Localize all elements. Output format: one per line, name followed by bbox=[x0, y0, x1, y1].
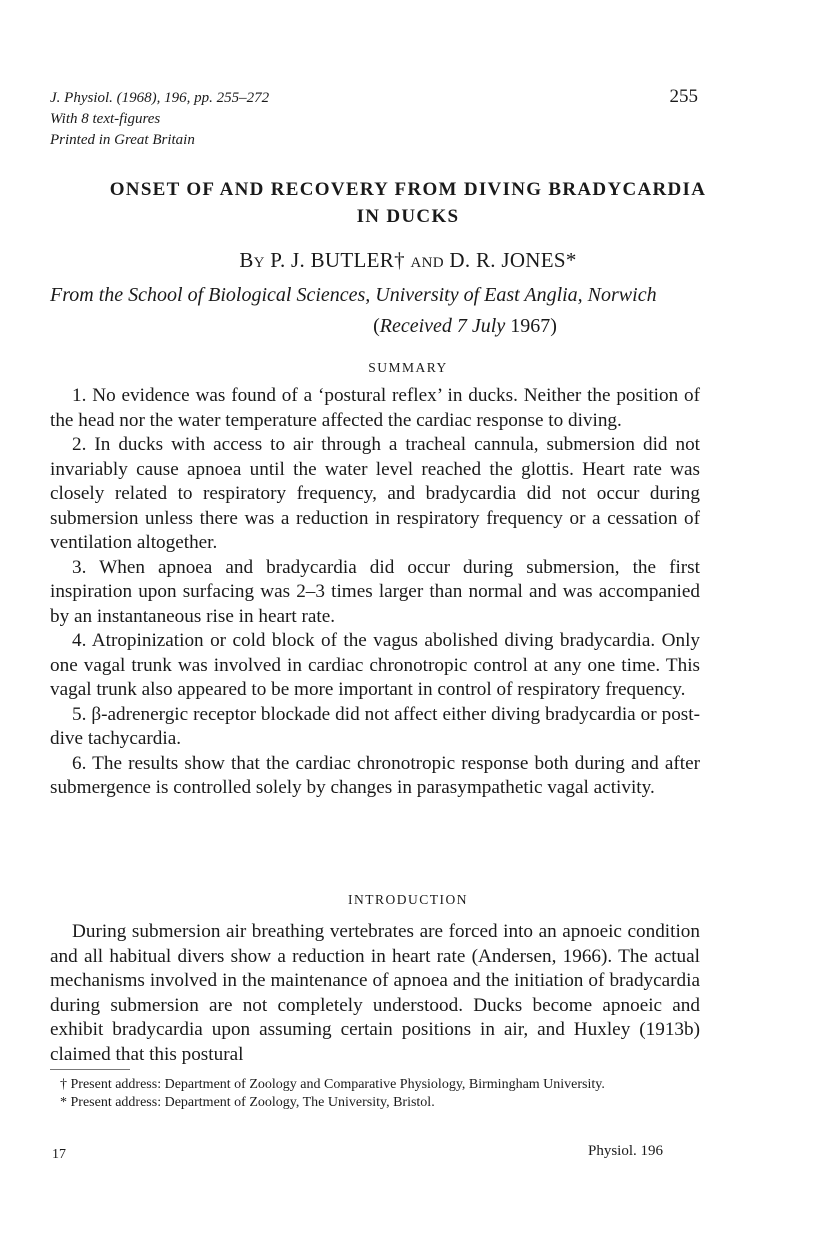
received-open: ( bbox=[373, 315, 380, 337]
journal-citation bbox=[50, 88, 269, 151]
footnotes bbox=[50, 1076, 702, 1112]
citation-line: J. Physiol. (1968), 196, pp. 255–272 bbox=[50, 90, 270, 106]
received-label: Received 7 July bbox=[379, 315, 506, 337]
title-line-2: IN DUCKS bbox=[356, 206, 460, 227]
affiliation-block bbox=[50, 280, 700, 342]
footnote-rule bbox=[50, 1069, 130, 1070]
summary-item: 6. The results show that the cardiac chronotropic response both during and after submergence is controlled solely by changes in parasympathetic vagal activity. bbox=[50, 752, 700, 798]
summary-item: 4. Atropinization or cold block of the vagus abolished diving bradycardia. Only one vagal trunk was involved in cardiac chronotropic control at any one time. This vagal trunk also appeared to be more important in control of respiratory frequency. bbox=[50, 630, 700, 700]
printed-line: Printed in Great Britain bbox=[50, 132, 195, 148]
signature-mark: 17 bbox=[52, 1147, 66, 1162]
introduction-body bbox=[50, 920, 700, 1067]
summary-heading: SUMMARY bbox=[368, 360, 448, 375]
footnote: † Present address: Department of Zoology and Comparative Physiology, Birmingham University. bbox=[60, 1077, 605, 1092]
summary-item: 1. No evidence was found of a ‘postural reflex’ in ducks. Neither the position of the head nor the water temperature affected the cardiac response to diving. bbox=[50, 385, 700, 431]
article-title bbox=[50, 176, 766, 230]
author-line: By P. J. BUTLER† and D. R. JONES* bbox=[239, 248, 577, 272]
affiliation-text: From the School of Biological Sciences, University of East Anglia, Norwich bbox=[50, 284, 657, 306]
summary-body bbox=[50, 384, 700, 801]
introduction-heading: INTRODUCTION bbox=[348, 892, 468, 907]
received-date bbox=[50, 311, 700, 342]
journal-footer: Physiol. 196 bbox=[588, 1143, 664, 1159]
title-line-1: ONSET OF AND RECOVERY FROM DIVING BRADYCARDIA bbox=[109, 179, 707, 200]
summary-item: 5. β-adrenergic receptor blockade did not affect either diving bradycardia or post-dive tachycardia. bbox=[50, 703, 700, 749]
summary-item: 2. In ducks with access to air through a tracheal cannula, submersion did not invariably cause apnoea until the water level reached the glottis. Heart rate was closely related to respiratory frequency, and bradycardia did not occur during submersion unless there was a reduction in respiratory frequency or a cessation of ventilation altogether. bbox=[50, 434, 700, 553]
received-year: 1967) bbox=[510, 315, 557, 337]
page-number: 255 bbox=[669, 86, 698, 107]
introduction-paragraph: During submersion air breathing vertebrates are forced into an apnoeic condition and all habitual divers show a reduction in heart rate (Andersen, 1966). The actual mechanisms involved in the maintenance of apnoea and the initiation of bradycardia during submersion are not completely understood. Ducks become apnoeic and exhibit bradycardia upon assuming certain positions in air, and Huxley (1913b) claimed that this postural bbox=[50, 921, 700, 1065]
summary-item: 3. When apnoea and bradycardia did occur during submersion, the first inspiration upon surfacing was 2–3 times larger than normal and was accompanied by an instantaneous rise in heart rate. bbox=[50, 556, 700, 627]
figures-line: With 8 text-figures bbox=[50, 111, 161, 127]
footnote: * Present address: Department of Zoology, The University, Bristol. bbox=[60, 1095, 435, 1110]
